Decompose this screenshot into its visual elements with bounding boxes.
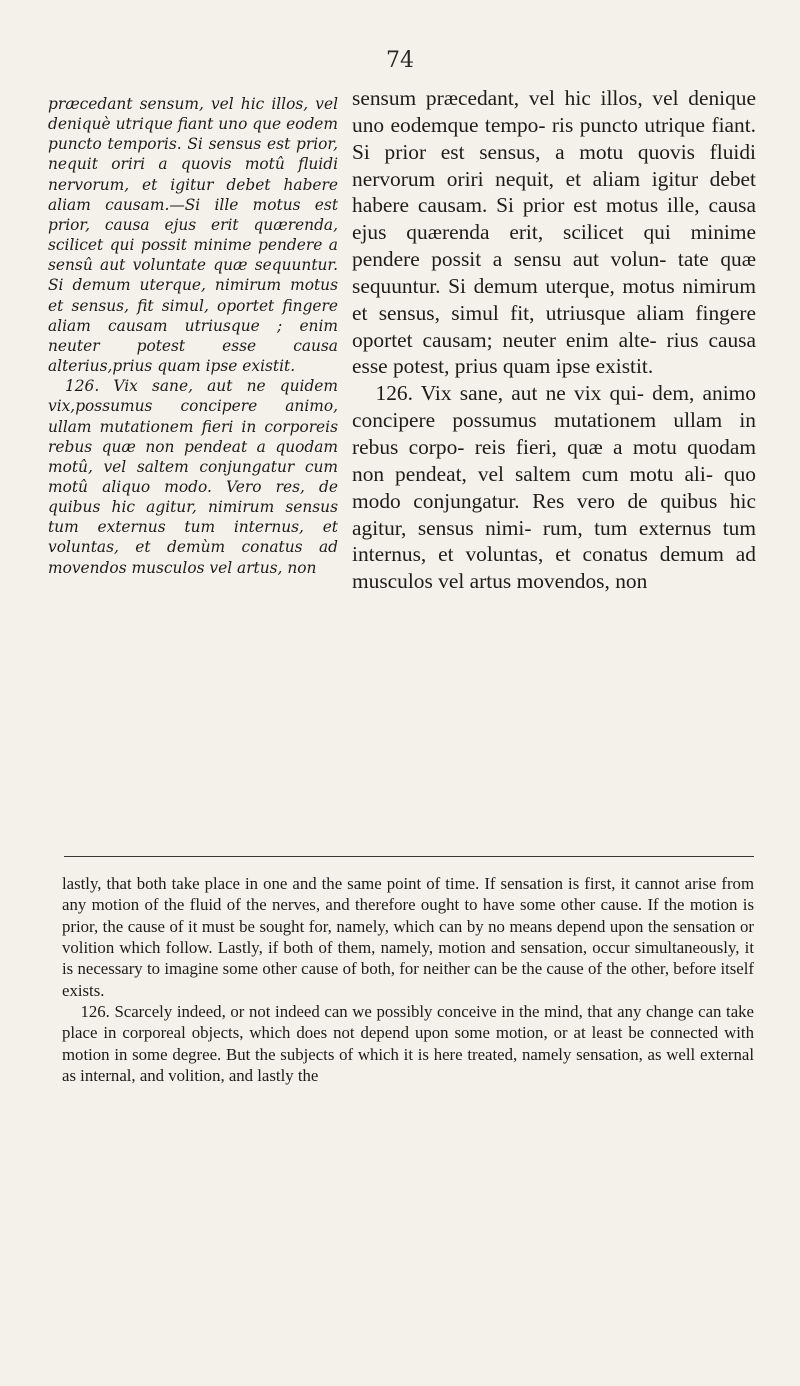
english-translation <box>62 873 754 1086</box>
italic-latin-column <box>48 94 338 578</box>
translation-paragraph-1: lastly, that both take place in one and the same point of time. If sensation is first, it cannot arise from any motion of the fluid of the nerves, and therefore ought to have some other cause. If the motion is prior, the cause of it must be sought for, namely, which can by no means depend upon the sensation or volition which follow. Lastly, if both of them, namely, motion and sensation, occur simultaneously, it is necessary to imagine some other cause of both, for neither can be the cause of the other, before itself exists. <box>62 874 754 1000</box>
page-number: 74 <box>386 48 414 73</box>
roman-paragraph-2: 126. Vix sane, aut ne vix qui- dem, animo concipere possumus mutationem ullam in rebus corpo- reis fieri, quæ a motu quodam non pendeat, vel saltem cum motu ali- quo modo conjungatur. Res vero de quibus hic agitur, sensus nimi- rum, tum externus tum internus, et voluntas, et conatus demum ad musculos vel artus movendos, non <box>352 381 756 594</box>
italic-paragraph-2: 126. Vix sane, aut ne quidem vix,possumus concipere animo, ullam mutationem fieri in corporeis rebus quæ non pendeat a quodam motû, vel saltem conjungatur cum motû aliquo modo. Vero res, de quibus hic agitur, nimirum sensus tum externus tum internus, et voluntas, et demùm conatus ad movendos musculos vel artus, non <box>48 377 338 577</box>
italic-paragraph-1: præcedant sensum, vel hic illos, vel deniquè utrique fiant uno que eodem puncto temporis. Si sensus est prior, nequit oriri a quovis motû fluidi nervorum, et igitur debet habere aliam causam.—Si ille motus est prior, causa ejus erit quærenda, scilicet qui possit minime pendere a sensû aut voluntate quæ sequuntur. Si demum uterque, nimirum motus et sensus, fit simul, oportet fingere aliam causam utriusque ; enim neuter potest esse causa alterius,prius quam ipse existit. <box>48 95 338 376</box>
translation-paragraph-2: 126. Scarcely indeed, or not indeed can we possibly conceive in the mind, that any change can take place in corporeal objects, which does not depend upon some motion, or at least be connected with motion in some degree. But the subjects of which it is here treated, namely sensation, as well external as internal, and volition, and lastly the <box>62 1002 754 1086</box>
roman-paragraph-1: sensum præcedant, vel hic illos, vel denique uno eodemque tempo- ris puncto utrique fiant. Si prior est sensus, a motu quovis fluidi nervorum oriri nequit, et aliam igitur debet habere causam. Si prior est motus ille, causa ejus quærenda erit, scilicet qui minime pendere possit a sensu aut volun- tate quæ sequuntur. Si demum uterque, motus nimirum et sensus, simul fit, utriusque aliam fingere oportet causam; neuter enim alte- rius causa esse potest, prius quam ipse existit. <box>352 86 756 379</box>
roman-latin-column <box>352 85 756 595</box>
footnote-divider <box>64 856 754 857</box>
